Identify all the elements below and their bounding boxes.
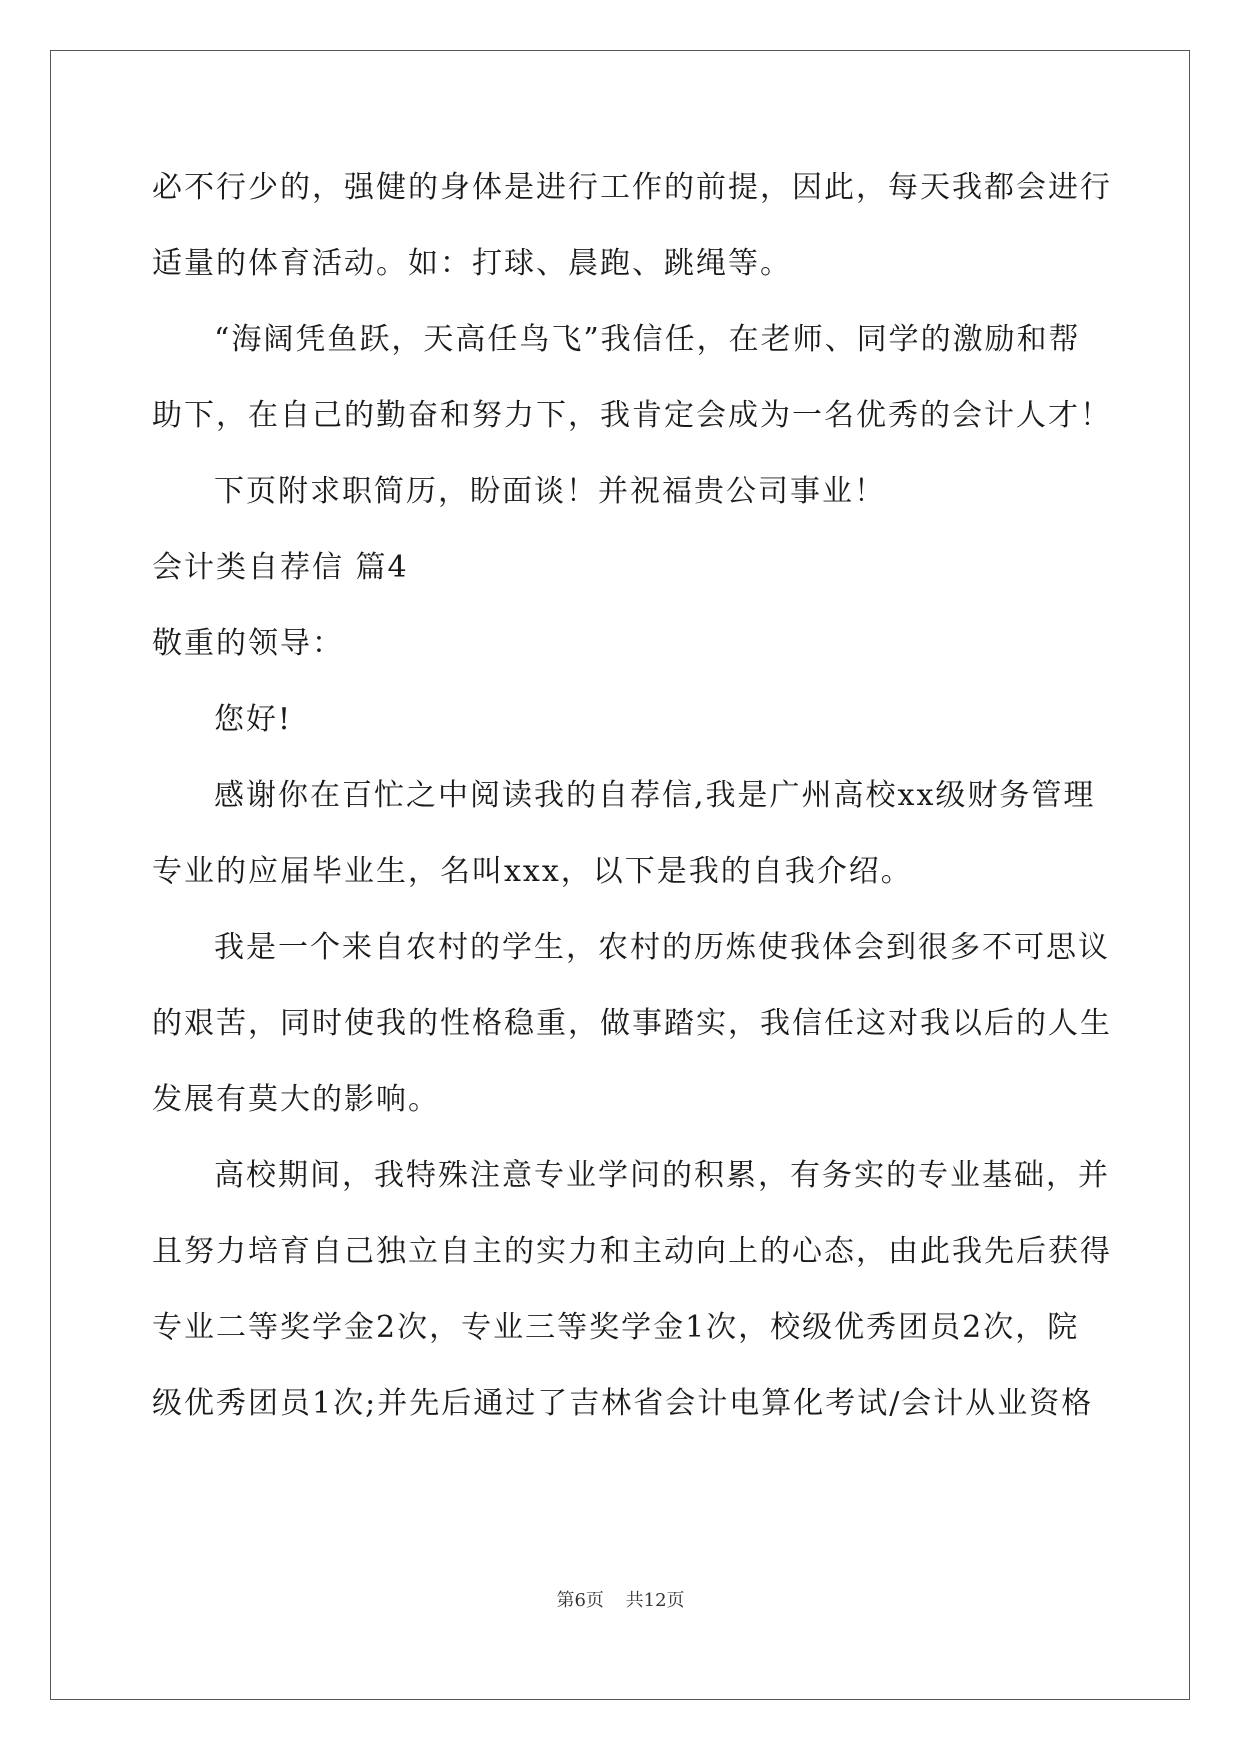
- text-line: 级优秀团员1次;并先后通过了吉林省会计电算化考试/会计从业资格: [152, 1386, 1094, 1421]
- total-pages: 共12页: [625, 1590, 685, 1611]
- text-line: 会计类自荐信 篇4: [152, 550, 409, 585]
- text-line: 必不行少的，强健的身体是进行工作的前提，因此，每天我都会进行: [152, 170, 1112, 205]
- text-line: 适量的体育活动。如：打球、晨跑、跳绳等。: [152, 246, 792, 281]
- text-line: 发展有莫大的影响。: [152, 1082, 440, 1117]
- document-body: [152, 150, 1112, 1442]
- text-line: 且努力培育自己独立自主的实力和主动向上的心态，由此我先后获得: [152, 1234, 1112, 1269]
- text-line: 下页附求职简历，盼面谈！并祝福贵公司事业！: [214, 474, 886, 509]
- text-line: 专业二等奖学金2次，专业三等奖学金1次，校级优秀团员2次，院: [152, 1310, 1080, 1345]
- text-line: “海阔凭鱼跃，天高任鸟飞”我信任，在老师、同学的激励和帮: [214, 322, 1081, 357]
- text-line: 助下，在自己的勤奋和努力下，我肯定会成为一名优秀的会计人才！: [152, 398, 1112, 433]
- text-line: 敬重的领导：: [152, 626, 344, 661]
- text-line: 我是一个来自农村的学生，农村的历炼使我体会到很多不可思议: [214, 930, 1110, 965]
- text-line: 的艰苦，同时使我的性格稳重，做事踏实，我信任这对我以后的人生: [152, 1006, 1112, 1041]
- text-line: 高校期间，我特殊注意专业学问的积累，有务实的专业基础，并: [214, 1158, 1110, 1193]
- text-line: 专业的应届毕业生，名叫xxx，以下是我的自我介绍。: [152, 854, 913, 889]
- page-number: 第6页: [556, 1590, 604, 1611]
- page-footer: [0, 1586, 1241, 1612]
- text-line: 感谢你在百忙之中阅读我的自荐信,我是广州高校xx级财务管理: [214, 778, 1096, 813]
- text-line: 您好!: [214, 702, 293, 737]
